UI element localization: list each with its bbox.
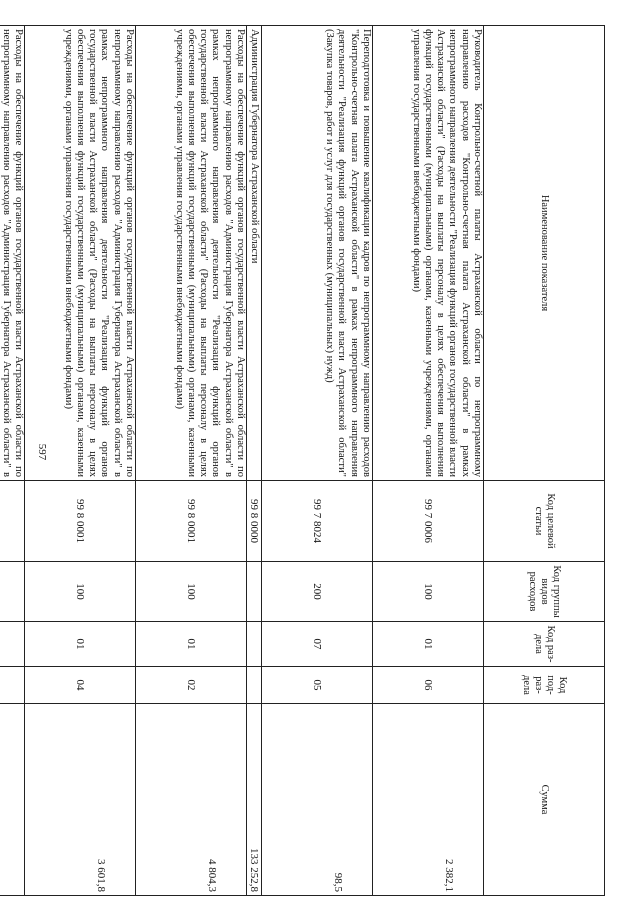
row-section: 07: [262, 622, 373, 667]
table-row: [373, 26, 484, 896]
row-sum: 2 382,1: [373, 704, 484, 896]
row-name: Администрация Губернатора Астраханской области: [247, 26, 262, 481]
row-sum: [0, 704, 25, 896]
row-expense-group: [247, 562, 262, 622]
header-name: Наименование показателя: [484, 26, 605, 481]
header-section: Код раз-дела: [484, 622, 605, 667]
row-subsection: 02: [136, 667, 247, 704]
table-header-row: [484, 26, 605, 896]
header-subsection: Код под-раз-дела: [484, 667, 605, 704]
row-target-code: 99 7 8024: [262, 481, 373, 562]
table-row: [0, 26, 25, 896]
row-expense-group: 100: [136, 562, 247, 622]
row-section: 01: [373, 622, 484, 667]
header-expense-group: Код группы видов расходов: [484, 562, 605, 622]
row-target-code: [0, 481, 25, 562]
row-name: Расходы на обеспечение функций органов государственной власти Астраханской области по непрограммному направлению расходов "Администрация Губернатора Астраханской области" в рамках непрограммного направления деятельности "Реализация функций органов государственной власти Астраханской области" (Расходы на выплаты персоналу в целях обеспечения выполнения функций государственными (муниципальными) органами, казенными учреждениями, органами управления государственными внебюджетными фондами): [136, 26, 247, 481]
table-row: [247, 26, 262, 896]
header-target-code: Код целевой статьи: [484, 481, 605, 562]
row-target-code: 99 8 0000: [247, 481, 262, 562]
row-target-code: 99 8 0001: [25, 481, 136, 562]
row-subsection: 04: [25, 667, 136, 704]
row-sum: 3 601,8: [25, 704, 136, 896]
row-name: Переподготовка и повышение квалификации кадров по непрограммному направлению расходов "Контрольно-счетная палата Астраханской области" в рамках непрограммного направления деятельности "Реализация функций органов государственной власти Астраханской области" (Закупка товаров, работ и услуг для государственных (муниципальных) нужд): [262, 26, 373, 481]
row-target-code: 99 8 0001: [136, 481, 247, 562]
budget-table: [0, 25, 605, 896]
row-subsection: 06: [373, 667, 484, 704]
table-row: [262, 26, 373, 896]
row-sum: 4 804,3: [136, 704, 247, 896]
row-section: [0, 622, 25, 667]
row-section: 01: [136, 622, 247, 667]
table-row: [136, 26, 247, 896]
row-section: 01: [25, 622, 136, 667]
row-name: Руководитель Контрольно-счетной палаты Астраханской области по непрограммному направлению расходов "Контрольно-счетная палата Астраханской области" в рамках непрограммного направления деятельности "Реализация функций органов государственной власти Астраханской области" (Расходы на выплаты персоналу в целях обеспечения выполнения функций государственными (муниципальными) органами, казенными учреждениями, органами управления государственными внебюджетными фондами): [373, 26, 484, 481]
row-subsection: [247, 667, 262, 704]
row-sum: 133 252,8: [247, 704, 262, 896]
row-section: [247, 622, 262, 667]
page-number: 597: [36, 443, 48, 461]
row-subsection: 05: [262, 667, 373, 704]
row-expense-group: 100: [25, 562, 136, 622]
row-expense-group: 100: [373, 562, 484, 622]
row-target-code: 99 7 0006: [373, 481, 484, 562]
row-name: Расходы на обеспечение функций органов государственной власти Астраханской области по непрограммному направлению расходов "Администрация Губернатора Астраханской области" в: [0, 26, 25, 481]
row-sum: 98,5: [262, 704, 373, 896]
row-subsection: [0, 667, 25, 704]
row-expense-group: 200: [262, 562, 373, 622]
row-expense-group: [0, 562, 25, 622]
row-name: Расходы на обеспечение функций органов государственной власти Астраханской области по непрограммному направлению расходов "Администрация Губернатора Астраханской области" в рамках непрограммного направления деятельности "Реализация функций органов государственной власти Астраханской области" (Расходы на выплаты персоналу в целях обеспечения выполнения функций государственными (муниципальными) органами, казенными учреждениями, органами управления государственными внебюджетными фондами): [25, 26, 136, 481]
header-sum: Сумма: [484, 704, 605, 896]
table-row: [25, 26, 136, 896]
